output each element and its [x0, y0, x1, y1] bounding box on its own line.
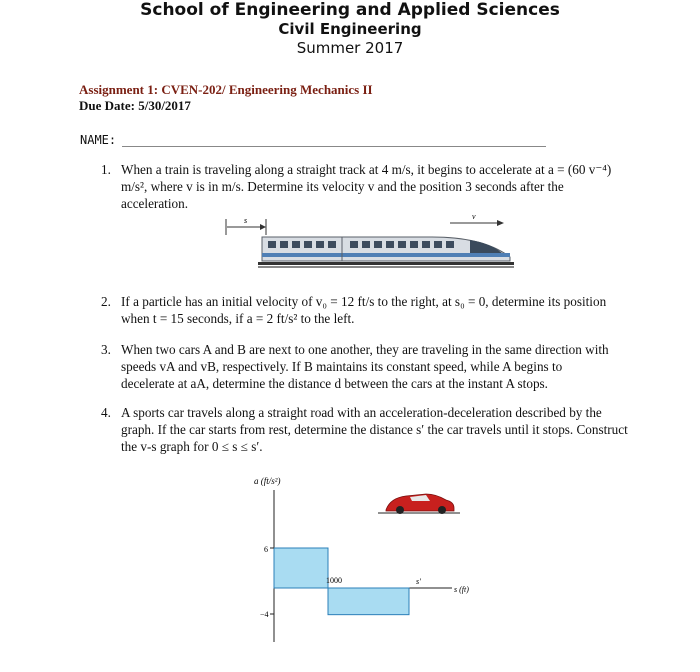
question-text: When two cars A and B are next to one another, they are traveling in the same direction with speeds vA and vB, respectively. If B maintains its constant speed, while A begins to decelerate at aA, determine the distance d between the cars at the instant A stops. — [121, 342, 609, 391]
question-1 — [101, 161, 613, 213]
question-2 — [101, 293, 613, 329]
y-tick-positive: 6 — [264, 545, 268, 554]
acceleration-region — [274, 548, 328, 588]
question-number: 4. — [101, 405, 111, 420]
question-text: When a train is traveling along a straight track at 4 m/s, it begins to accelerate at a = (60 v⁻⁴) m/s², where v is in m/s. Determine its velocity v and the position 3 seconds after the acceleration. — [121, 162, 612, 211]
train-icon — [258, 237, 514, 268]
question-4 — [101, 404, 631, 456]
deceleration-region — [328, 588, 409, 615]
s-label: s — [244, 216, 248, 225]
x-tick-1000: 1000 — [326, 576, 342, 585]
term-title: Summer 2017 — [296, 39, 404, 57]
x-end-label: s′ — [416, 577, 421, 586]
v-label: v — [472, 213, 476, 221]
school-title: School of Engineering and Applied Sciences — [140, 0, 560, 20]
y-axis-label: a (ft/s²) — [254, 476, 281, 486]
question-number: 3. — [101, 342, 111, 357]
x-axis-label: s (ft) — [454, 585, 469, 594]
question-number: 2. — [101, 294, 111, 309]
question-text: If a particle has an initial velocity of v₀ = 12 ft/s to the right, at s₀ = 0, determine its position when t = 15 seconds, if a = 2 ft/s² to the left. — [121, 294, 607, 326]
y-tick-negative: −4 — [260, 610, 269, 619]
train-figure — [222, 213, 522, 275]
due-date: Due Date: 5/30/2017 — [79, 98, 191, 113]
department-title: Civil Engineering — [278, 20, 422, 38]
acceleration-graph — [240, 470, 520, 650]
assignment-title: Assignment 1: CVEN-202/ Engineering Mechanics II — [79, 82, 373, 97]
sports-car-icon — [378, 494, 460, 514]
name-label: NAME: — [80, 133, 117, 147]
question-number: 1. — [101, 162, 111, 177]
question-text: A sports car travels along a straight road with an acceleration-deceleration described by the graph. If the car starts from rest, determine the distance s′ the car travels until it stops. Construct the v-s graph for 0 ≤ s ≤ s′. — [121, 405, 628, 454]
name-line — [122, 146, 546, 147]
question-3 — [101, 341, 613, 393]
